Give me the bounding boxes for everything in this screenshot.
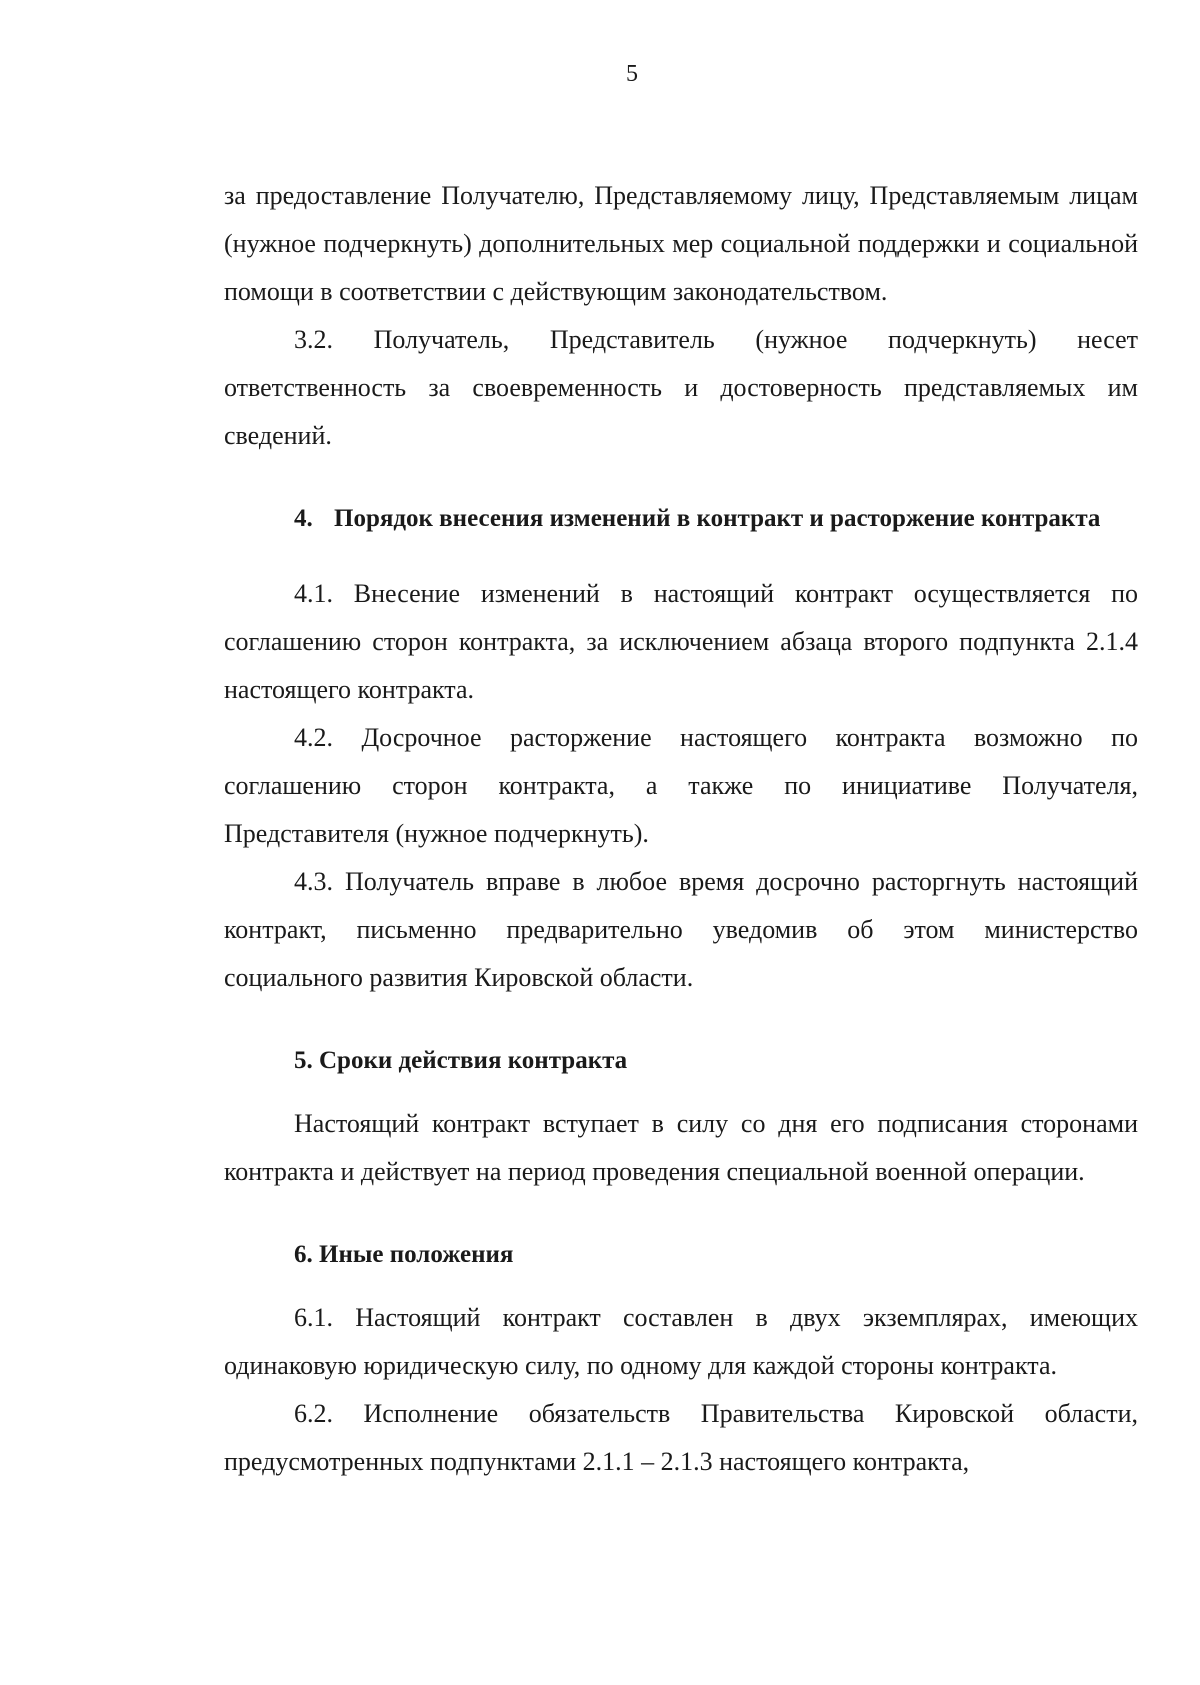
paragraph-3-2: 3.2. Получатель, Представитель (нужное подчеркнуть) несет ответственность за своевременность и достоверность представляемых им сведений. — [224, 325, 1138, 450]
section-4-heading — [224, 502, 1138, 536]
section-4-number: 4. — [294, 505, 313, 532]
paragraph-5-text: Настоящий контракт вступает в силу со дня его подписания сторонами контракта и действует на период проведения специальной военной операции. — [224, 1109, 1138, 1186]
paragraph-6-2: 6.2. Исполнение обязательств Правительства Кировской области, предусмотренных подпунктами 2.1.1 – 2.1.3 настоящего контракта, — [224, 1399, 1138, 1476]
section-6-heading: 6. Иные положения — [294, 1241, 514, 1268]
section-4-title: Порядок внесения изменений в контракт и расторжение контракта — [334, 505, 1101, 532]
paragraph-4-1: 4.1. Внесение изменений в настоящий контракт осуществляется по соглашению сторон контракта, за исключением абзаца второго подпункта 2.1.4 настоящего контракта. — [224, 579, 1138, 704]
page-number: 5 — [626, 61, 638, 87]
paragraph-continuation: за предоставление Получателю, Представляемому лицу, Представляемым лицам (нужное подчеркнуть) дополнительных мер социальной поддержки и социальной помощи в соответствии с действующим законодательством. — [224, 181, 1138, 306]
section-5-heading: 5. Сроки действия контракта — [294, 1047, 628, 1074]
paragraph-6-1: 6.1. Настоящий контракт составлен в двух экземплярах, имеющих одинаковую юридическую силу, по одному для каждой стороны контракта. — [224, 1303, 1138, 1380]
document-body — [224, 172, 1138, 1486]
paragraph-4-3: 4.3. Получатель вправе в любое время досрочно расторгнуть настоящий контракт, письменно предварительно уведомив об этом министерство социального развития Кировской области. — [224, 867, 1138, 992]
paragraph-4-2: 4.2. Досрочное расторжение настоящего контракта возможно по соглашению сторон контракта, а также по инициативе Получателя, Представителя (нужное подчеркнуть). — [224, 723, 1138, 848]
